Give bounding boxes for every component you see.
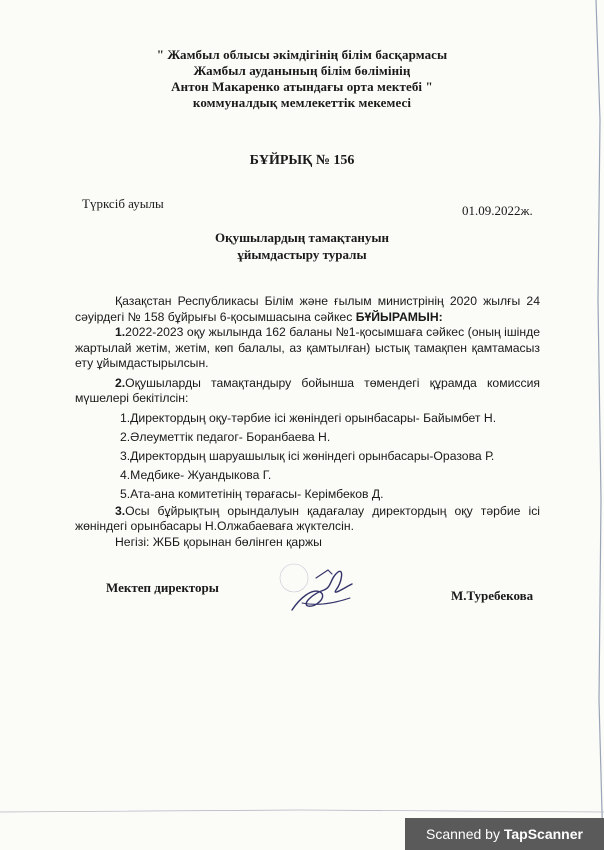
director-name: М.Туребекова: [451, 588, 534, 603]
header-line-2: Жамбыл ауданының білім бөлімінің: [193, 63, 411, 78]
header-line-3: Антон Макаренко атындағы орта мектебі ": [171, 79, 433, 94]
commission-member: 1.Директордың оқу-тәрбие ісі жөніндегі орынбасары- Байымбет Н.: [120, 410, 497, 425]
paragraph-3-number: 3.: [115, 503, 126, 518]
commission-member: 4.Медбике- Жуандыкова Г.: [120, 467, 272, 482]
commission-members-list: [75, 409, 540, 504]
order-date: 01.09.2022ж.: [462, 203, 533, 218]
commission-member: 5.Ата-ана комитетінің төрағасы- Керімбеков Д.: [120, 486, 384, 501]
paragraph-2-number: 2.: [115, 375, 126, 390]
order-subject: [0, 229, 604, 263]
order-title: БҰЙРЫҚ № 156: [249, 153, 355, 168]
intro-text: Қазақстан Республикасы Білім және ғылым министрінің 2020 жылғы 24 сәуірдегі № 158 бұйрығы 6-қосымшасына сәйкес: [75, 294, 540, 324]
handwritten-signature: [272, 548, 382, 618]
paragraph-1-text: 2022-2023 оқу жылында 162 баланы №1-қосымшаға сәйкес (оның ішінде жартылай жетім, жетім, көп балалы, аз қамтылған) ыстық тамақпен қамтамасыз ету ұйымдастырылсын.: [75, 325, 540, 370]
order-body: [75, 294, 540, 550]
paragraph-3: [75, 504, 540, 535]
paragraph-3-text: Осы бұйрықтың орындалуын қадағалау директордың оқу тәрбие ісі жөніндегі орынбасары Н.Олжабаеваға жүктелсін.: [75, 503, 540, 533]
watermark-brand: TapScanner: [503, 826, 583, 842]
paragraph-1: [75, 325, 540, 372]
paragraph-2-text: Оқушыларды тамақтандыру бойынша төмендегі құрамда комиссия мүшелері бекітілсін:: [75, 375, 540, 405]
intro-command: БҰЙЫРАМЫН:: [355, 309, 443, 324]
commission-member: 2.Әлеуметтік педагог- Боранбаева Н.: [120, 429, 331, 444]
paragraph-1-number: 1.: [115, 325, 126, 339]
village-name: Түрксіб ауылы: [82, 196, 164, 211]
institution-header: [0, 47, 604, 111]
subject-line-1: Оқушылардың тамақтануын: [214, 230, 390, 245]
commission-member: 3.Директордың шаруашылық ісі жөніндегі орынбасары-Оразова Р.: [120, 448, 495, 463]
director-title: Мектеп директоры: [106, 580, 219, 595]
subject-line-2: ұйымдастыру туралы: [237, 247, 367, 262]
basis-line: Негізі: ЖББ қорынан бөлінген қаржы: [115, 534, 322, 549]
watermark-prefix: Scanned by: [426, 826, 504, 842]
header-line-1: " Жамбыл облысы әкімдігінің білім басқармасы: [156, 47, 448, 62]
intro-paragraph: [75, 294, 540, 325]
paragraph-2: [75, 376, 540, 407]
scanner-watermark: [405, 818, 604, 850]
header-line-4: коммуналдық мемлекеттік мекемесі: [192, 95, 412, 110]
